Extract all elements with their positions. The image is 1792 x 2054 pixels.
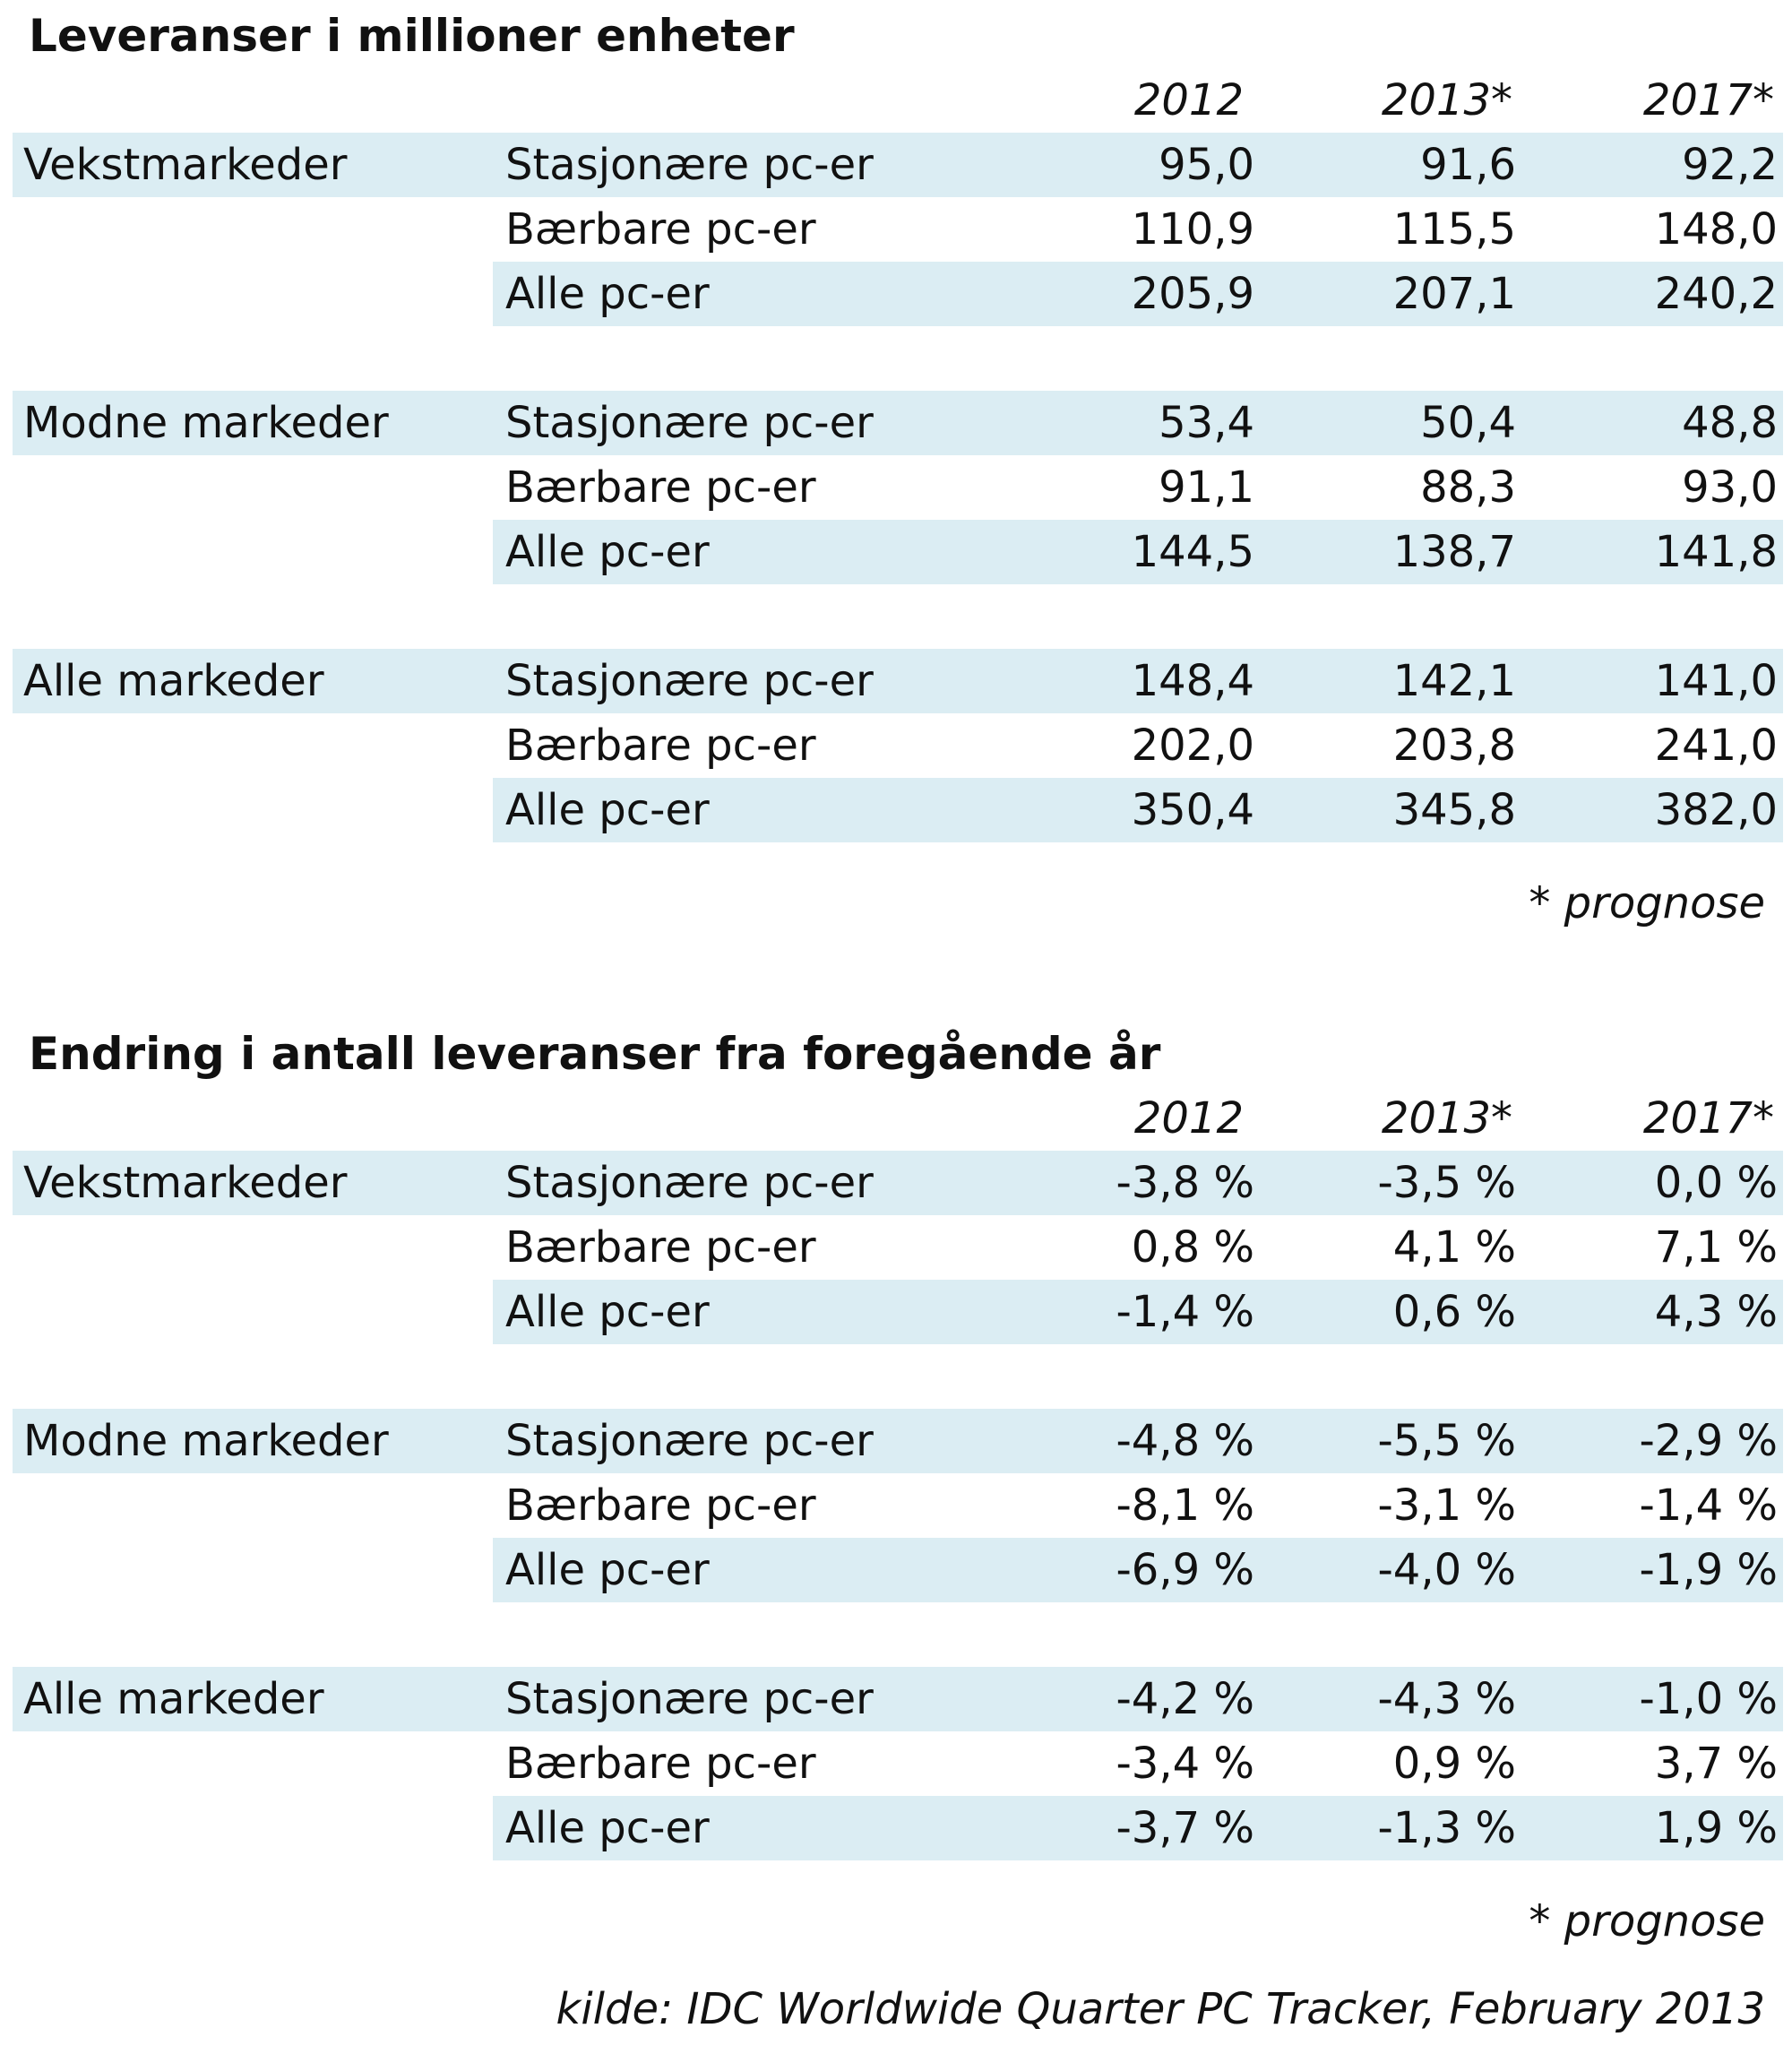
product-label: Alle pc-er [505, 1287, 710, 1337]
value-cell: 7,1 % [1654, 1222, 1778, 1273]
table-row [0, 1796, 1792, 1860]
value-cell: -4,8 % [1116, 1416, 1254, 1466]
value-cell: 141,8 [1654, 527, 1778, 577]
value-cell: -8,1 % [1116, 1480, 1254, 1531]
table-row [0, 1280, 1792, 1344]
value-cell: -1,0 % [1639, 1674, 1778, 1724]
value-cell: 205,9 [1131, 269, 1254, 319]
product-label: Bærbare pc-er [505, 721, 816, 771]
product-label: Alle pc-er [505, 1545, 710, 1595]
product-label: Alle pc-er [505, 785, 710, 835]
value-cell: 91,1 [1159, 462, 1254, 513]
table-row [0, 778, 1792, 842]
value-cell: 382,0 [1654, 785, 1778, 835]
value-cell: -5,5 % [1377, 1416, 1516, 1466]
value-cell: -3,1 % [1377, 1480, 1516, 1531]
product-label: Stasjonære pc-er [505, 140, 874, 190]
column-header-year: 2012 [1133, 75, 1244, 125]
table-row [0, 1473, 1792, 1538]
value-cell: -6,9 % [1116, 1545, 1254, 1595]
value-cell: -1,3 % [1377, 1803, 1516, 1853]
value-cell: -4,2 % [1116, 1674, 1254, 1724]
value-cell: 1,9 % [1654, 1803, 1778, 1853]
value-cell: 350,4 [1131, 785, 1254, 835]
value-cell: 93,0 [1682, 462, 1778, 513]
table-row [0, 1667, 1792, 1731]
product-label: Alle pc-er [505, 1803, 710, 1853]
value-cell: 138,7 [1392, 527, 1516, 577]
value-cell: -4,3 % [1377, 1674, 1516, 1724]
value-cell: 48,8 [1682, 398, 1778, 448]
value-cell: -1,4 % [1639, 1480, 1778, 1531]
product-label: Stasjonære pc-er [505, 1158, 874, 1208]
table-row [0, 197, 1792, 262]
value-cell: 53,4 [1159, 398, 1254, 448]
table-row [0, 455, 1792, 520]
value-cell: 95,0 [1159, 140, 1254, 190]
value-cell: 241,0 [1654, 721, 1778, 771]
forecast-note: * prognose [1529, 1896, 1765, 1946]
value-cell: -3,8 % [1116, 1158, 1254, 1208]
value-cell: 0,0 % [1654, 1158, 1778, 1208]
product-label: Bærbare pc-er [505, 1222, 816, 1273]
value-cell: 207,1 [1392, 269, 1516, 319]
table-row [0, 649, 1792, 713]
section-title: Leveranser i millioner enheter [29, 10, 795, 62]
product-label: Alle pc-er [505, 527, 710, 577]
table-row [0, 520, 1792, 584]
value-cell: -1,4 % [1116, 1287, 1254, 1337]
value-cell: 115,5 [1392, 204, 1516, 255]
column-header-year: 2013* [1381, 1093, 1512, 1144]
table-row [0, 1409, 1792, 1473]
value-cell: -3,4 % [1116, 1739, 1254, 1789]
market-label: Modne markeder [23, 1416, 389, 1466]
value-cell: 148,0 [1654, 204, 1778, 255]
value-cell: 110,9 [1131, 204, 1254, 255]
value-cell: 144,5 [1131, 527, 1254, 577]
value-cell: 4,1 % [1392, 1222, 1516, 1273]
market-label: Vekstmarkeder [23, 1158, 348, 1208]
value-cell: 240,2 [1654, 269, 1778, 319]
section-title: Endring i antall leveranser fra foregående år [29, 1028, 1161, 1080]
product-label: Stasjonære pc-er [505, 1416, 874, 1466]
value-cell: 91,6 [1420, 140, 1516, 190]
product-label: Bærbare pc-er [505, 462, 816, 513]
table-row [0, 713, 1792, 778]
table-row [0, 1215, 1792, 1280]
value-cell: 345,8 [1392, 785, 1516, 835]
value-cell: 0,6 % [1392, 1287, 1516, 1337]
value-cell: -1,9 % [1639, 1545, 1778, 1595]
value-cell: -3,5 % [1377, 1158, 1516, 1208]
value-cell: 92,2 [1682, 140, 1778, 190]
table-row [0, 1538, 1792, 1602]
market-label: Vekstmarkeder [23, 140, 348, 190]
value-cell: 4,3 % [1654, 1287, 1778, 1337]
product-label: Bærbare pc-er [505, 204, 816, 255]
value-cell: 0,8 % [1131, 1222, 1254, 1273]
value-cell: 88,3 [1420, 462, 1516, 513]
table-row [0, 1151, 1792, 1215]
value-cell: 50,4 [1420, 398, 1516, 448]
value-cell: 0,9 % [1392, 1739, 1516, 1789]
market-label: Alle markeder [23, 656, 324, 706]
value-cell: 141,0 [1654, 656, 1778, 706]
value-cell: -4,0 % [1377, 1545, 1516, 1595]
table-row [0, 391, 1792, 455]
product-label: Stasjonære pc-er [505, 656, 874, 706]
value-cell: 3,7 % [1654, 1739, 1778, 1789]
forecast-note: * prognose [1529, 878, 1765, 928]
product-label: Bærbare pc-er [505, 1739, 816, 1789]
market-label: Alle markeder [23, 1674, 324, 1724]
table-row [0, 133, 1792, 197]
value-cell: 202,0 [1131, 721, 1254, 771]
column-header-year: 2013* [1381, 75, 1512, 125]
product-label: Stasjonære pc-er [505, 398, 874, 448]
column-header-year: 2017* [1642, 75, 1774, 125]
table-row [0, 1731, 1792, 1796]
product-label: Alle pc-er [505, 269, 710, 319]
source-note: kilde: IDC Worldwide Quarter PC Tracker, February 2013 [556, 1984, 1765, 2034]
value-cell: 148,4 [1131, 656, 1254, 706]
value-cell: 142,1 [1392, 656, 1516, 706]
value-cell: 203,8 [1392, 721, 1516, 771]
column-header-year: 2017* [1642, 1093, 1774, 1144]
value-cell: -2,9 % [1639, 1416, 1778, 1466]
column-header-year: 2012 [1133, 1093, 1244, 1144]
product-label: Stasjonære pc-er [505, 1674, 874, 1724]
table-row [0, 262, 1792, 326]
product-label: Bærbare pc-er [505, 1480, 816, 1531]
value-cell: -3,7 % [1116, 1803, 1254, 1853]
market-label: Modne markeder [23, 398, 389, 448]
